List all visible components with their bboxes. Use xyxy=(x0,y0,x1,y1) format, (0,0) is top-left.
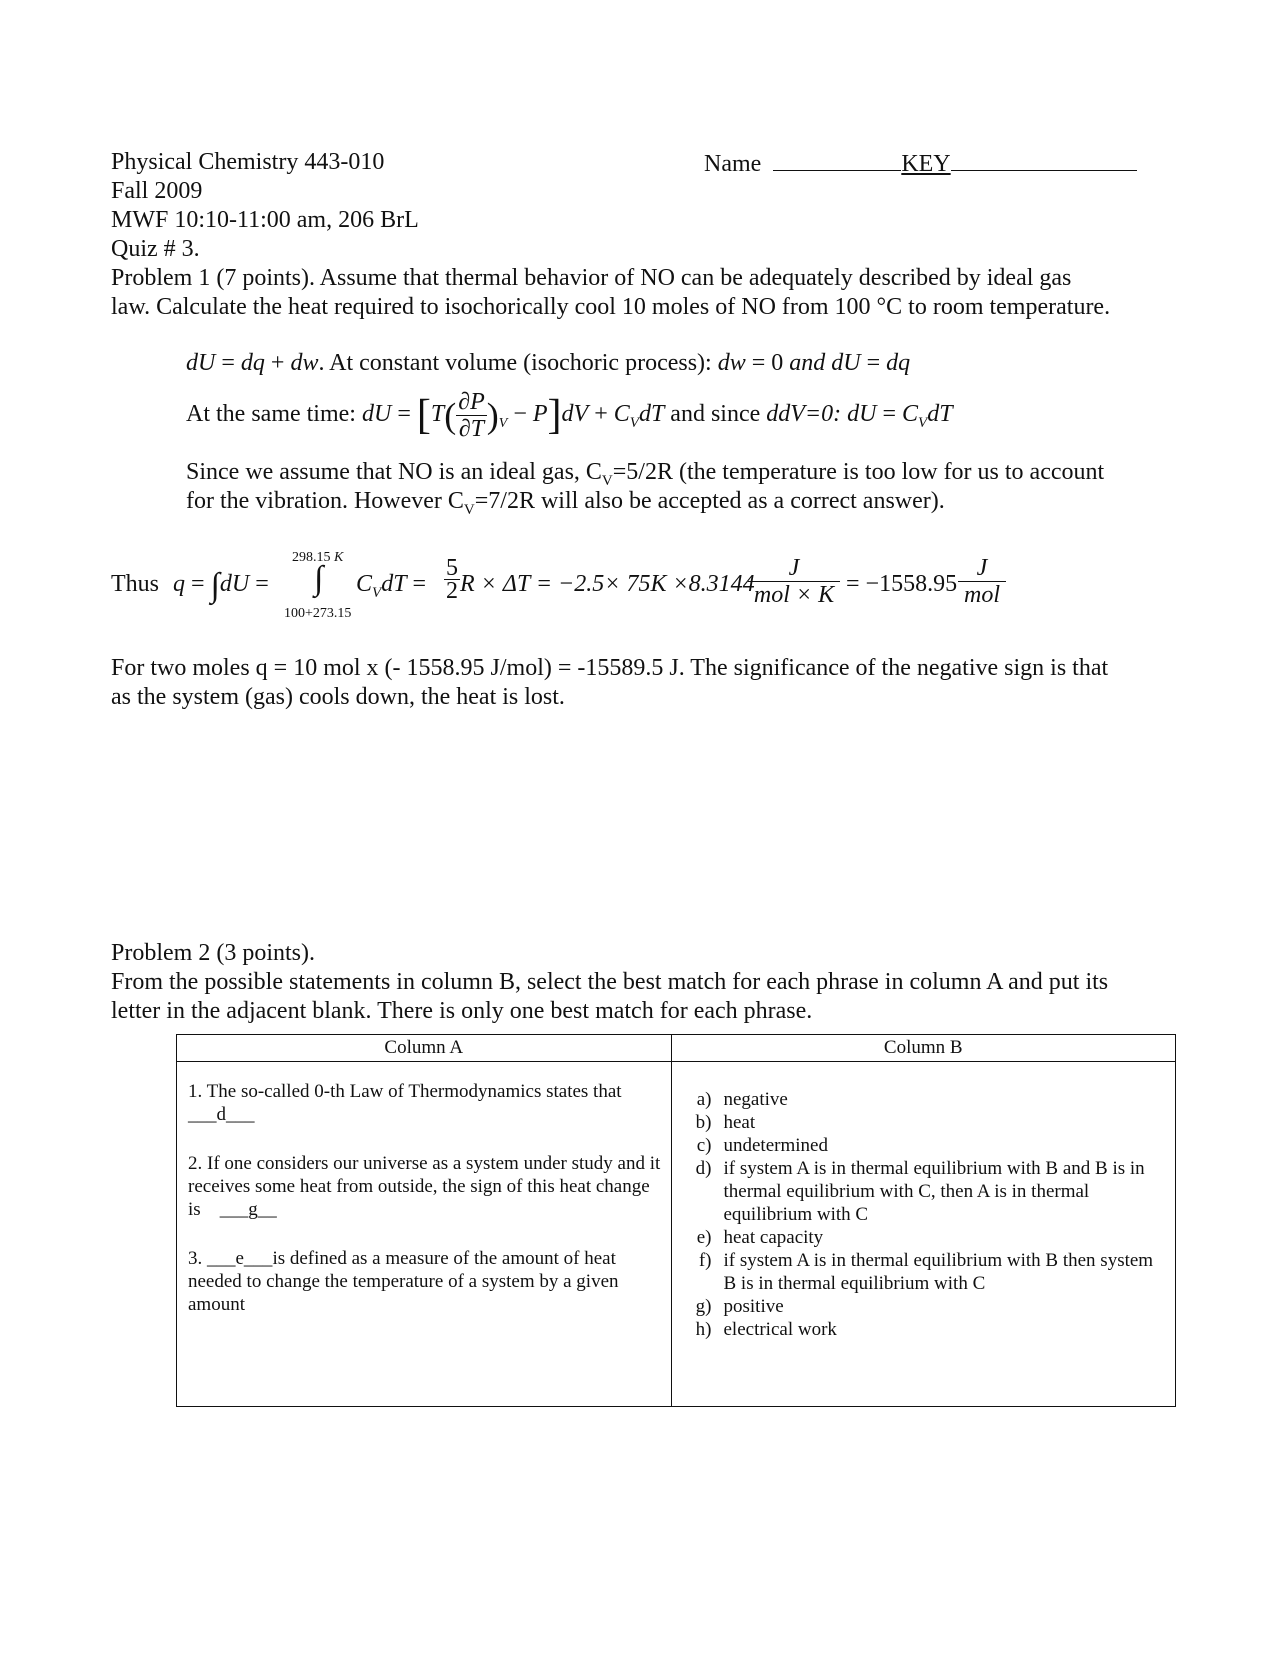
integral-lhs: q = ∫dU = xyxy=(173,566,269,604)
option-a: a) negative xyxy=(696,1089,788,1110)
result-unit: $\frac{J}{\text{mol}}$ xyxy=(958,555,1006,608)
course-title: Physical Chemistry 443-010 xyxy=(111,149,385,175)
answer-blank-2[interactable]: ___g__ xyxy=(219,1199,277,1220)
term: Fall 2009 xyxy=(111,178,203,204)
name-field xyxy=(704,148,1137,179)
option-g: g) positive xyxy=(695,1296,784,1317)
column-b-cell xyxy=(671,1062,1176,1407)
option-f: f) if system A is in thermal equilibrium with B then system B is in thermal equilibrium with C xyxy=(698,1250,1154,1294)
question-2: 2. If one considers our universe as a system under study and it receives some heat from outside, the sign of this heat change is ___g__ xyxy=(188,1153,661,1220)
thus-label: Thus xyxy=(111,571,159,597)
option-d: d) if system A is in thermal equilibrium with B and B is in thermal equilibrium with C, then A is in thermal equilibrium with C xyxy=(695,1158,1145,1225)
name-value: KEY xyxy=(901,151,951,177)
column-b-header: Column B xyxy=(671,1035,1176,1062)
integrand: $C_VdT$ = xyxy=(356,571,427,601)
option-h: h) electrical work xyxy=(695,1319,837,1340)
equation-first-law: dU = dq + dw. At constant volume (isochoric process): dw = 0 and dU = dq xyxy=(186,350,911,376)
option-e: e) heat capacity xyxy=(696,1227,824,1248)
name-label: Name xyxy=(704,151,762,177)
question-1: 1. The so-called 0-th Law of Thermodynamics states that ___d___ xyxy=(188,1081,622,1125)
problem1-title: Problem 1 (7 points). Assume that thermal behavior of NO can be adequately described by ideal gas xyxy=(111,265,1072,291)
question-3: 3. ___e___is defined as a measure of the amount of heat needed to change the temperature of a system by a given amount xyxy=(188,1248,619,1315)
result-value: = −1558.95 xyxy=(846,571,958,597)
answer-line1: For two moles q = 10 mol x (- 1558.95 J/mol) = -15589.5 J. The significance of the negative sign is that xyxy=(111,655,1109,681)
integral-upper-limit: 298.15 K xyxy=(292,550,344,565)
answer-blank-1[interactable]: ___d___ xyxy=(188,1104,255,1125)
equation-internal-energy: At the same time: dU = [T( $\frac{\partial P}{\partial T}$ )$_V - P]dV + C_VdT$ and since ddV=0: dU = $C_VdT$ xyxy=(186,389,953,442)
problem2-title: Problem 2 (3 points). xyxy=(111,940,315,966)
answer-line2: as the system (gas) cools down, the heat is lost. xyxy=(111,684,565,710)
calc-body: R × ΔT = −2.5× 75K ×8.3144 xyxy=(460,571,755,597)
units-fraction: $\frac{J}{\text{mol × K}}$ xyxy=(748,555,840,608)
column-a-cell xyxy=(177,1062,672,1407)
answer-blank-3[interactable]: ___e___ xyxy=(207,1248,273,1269)
option-b: b) heat xyxy=(695,1112,756,1133)
option-c: c) undetermined xyxy=(696,1135,828,1156)
integral-sign: ∫ xyxy=(314,560,324,597)
problem2-instructions-line2: letter in the adjacent blank. There is only one best match for each phrase. xyxy=(111,998,813,1024)
integral-lower-limit: 100+273.15 xyxy=(284,606,352,621)
schedule: MWF 10:10-11:00 am, 206 BrL xyxy=(111,207,419,233)
explanation-line2: for the vibration. However $C_V=7/2R$ will also be accepted as a correct answer). xyxy=(186,488,945,518)
column-a-header: Column A xyxy=(177,1035,672,1062)
quiz-number: Quiz # 3. xyxy=(111,236,200,262)
matching-table xyxy=(176,1034,1176,1407)
explanation-line1: Since we assume that NO is an ideal gas, $C_V=5/2R$ (the temperature is too low for us to account xyxy=(186,459,1105,489)
problem2-instructions-line1: From the possible statements in column B, select the best match for each phrase in column A and put its xyxy=(111,969,1109,995)
five-halves: $\frac{5}{2}$ xyxy=(446,555,458,604)
problem1-title-line2: law. Calculate the heat required to isochorically cool 10 moles of NO from 100 °C to room temperature. xyxy=(111,294,1111,320)
